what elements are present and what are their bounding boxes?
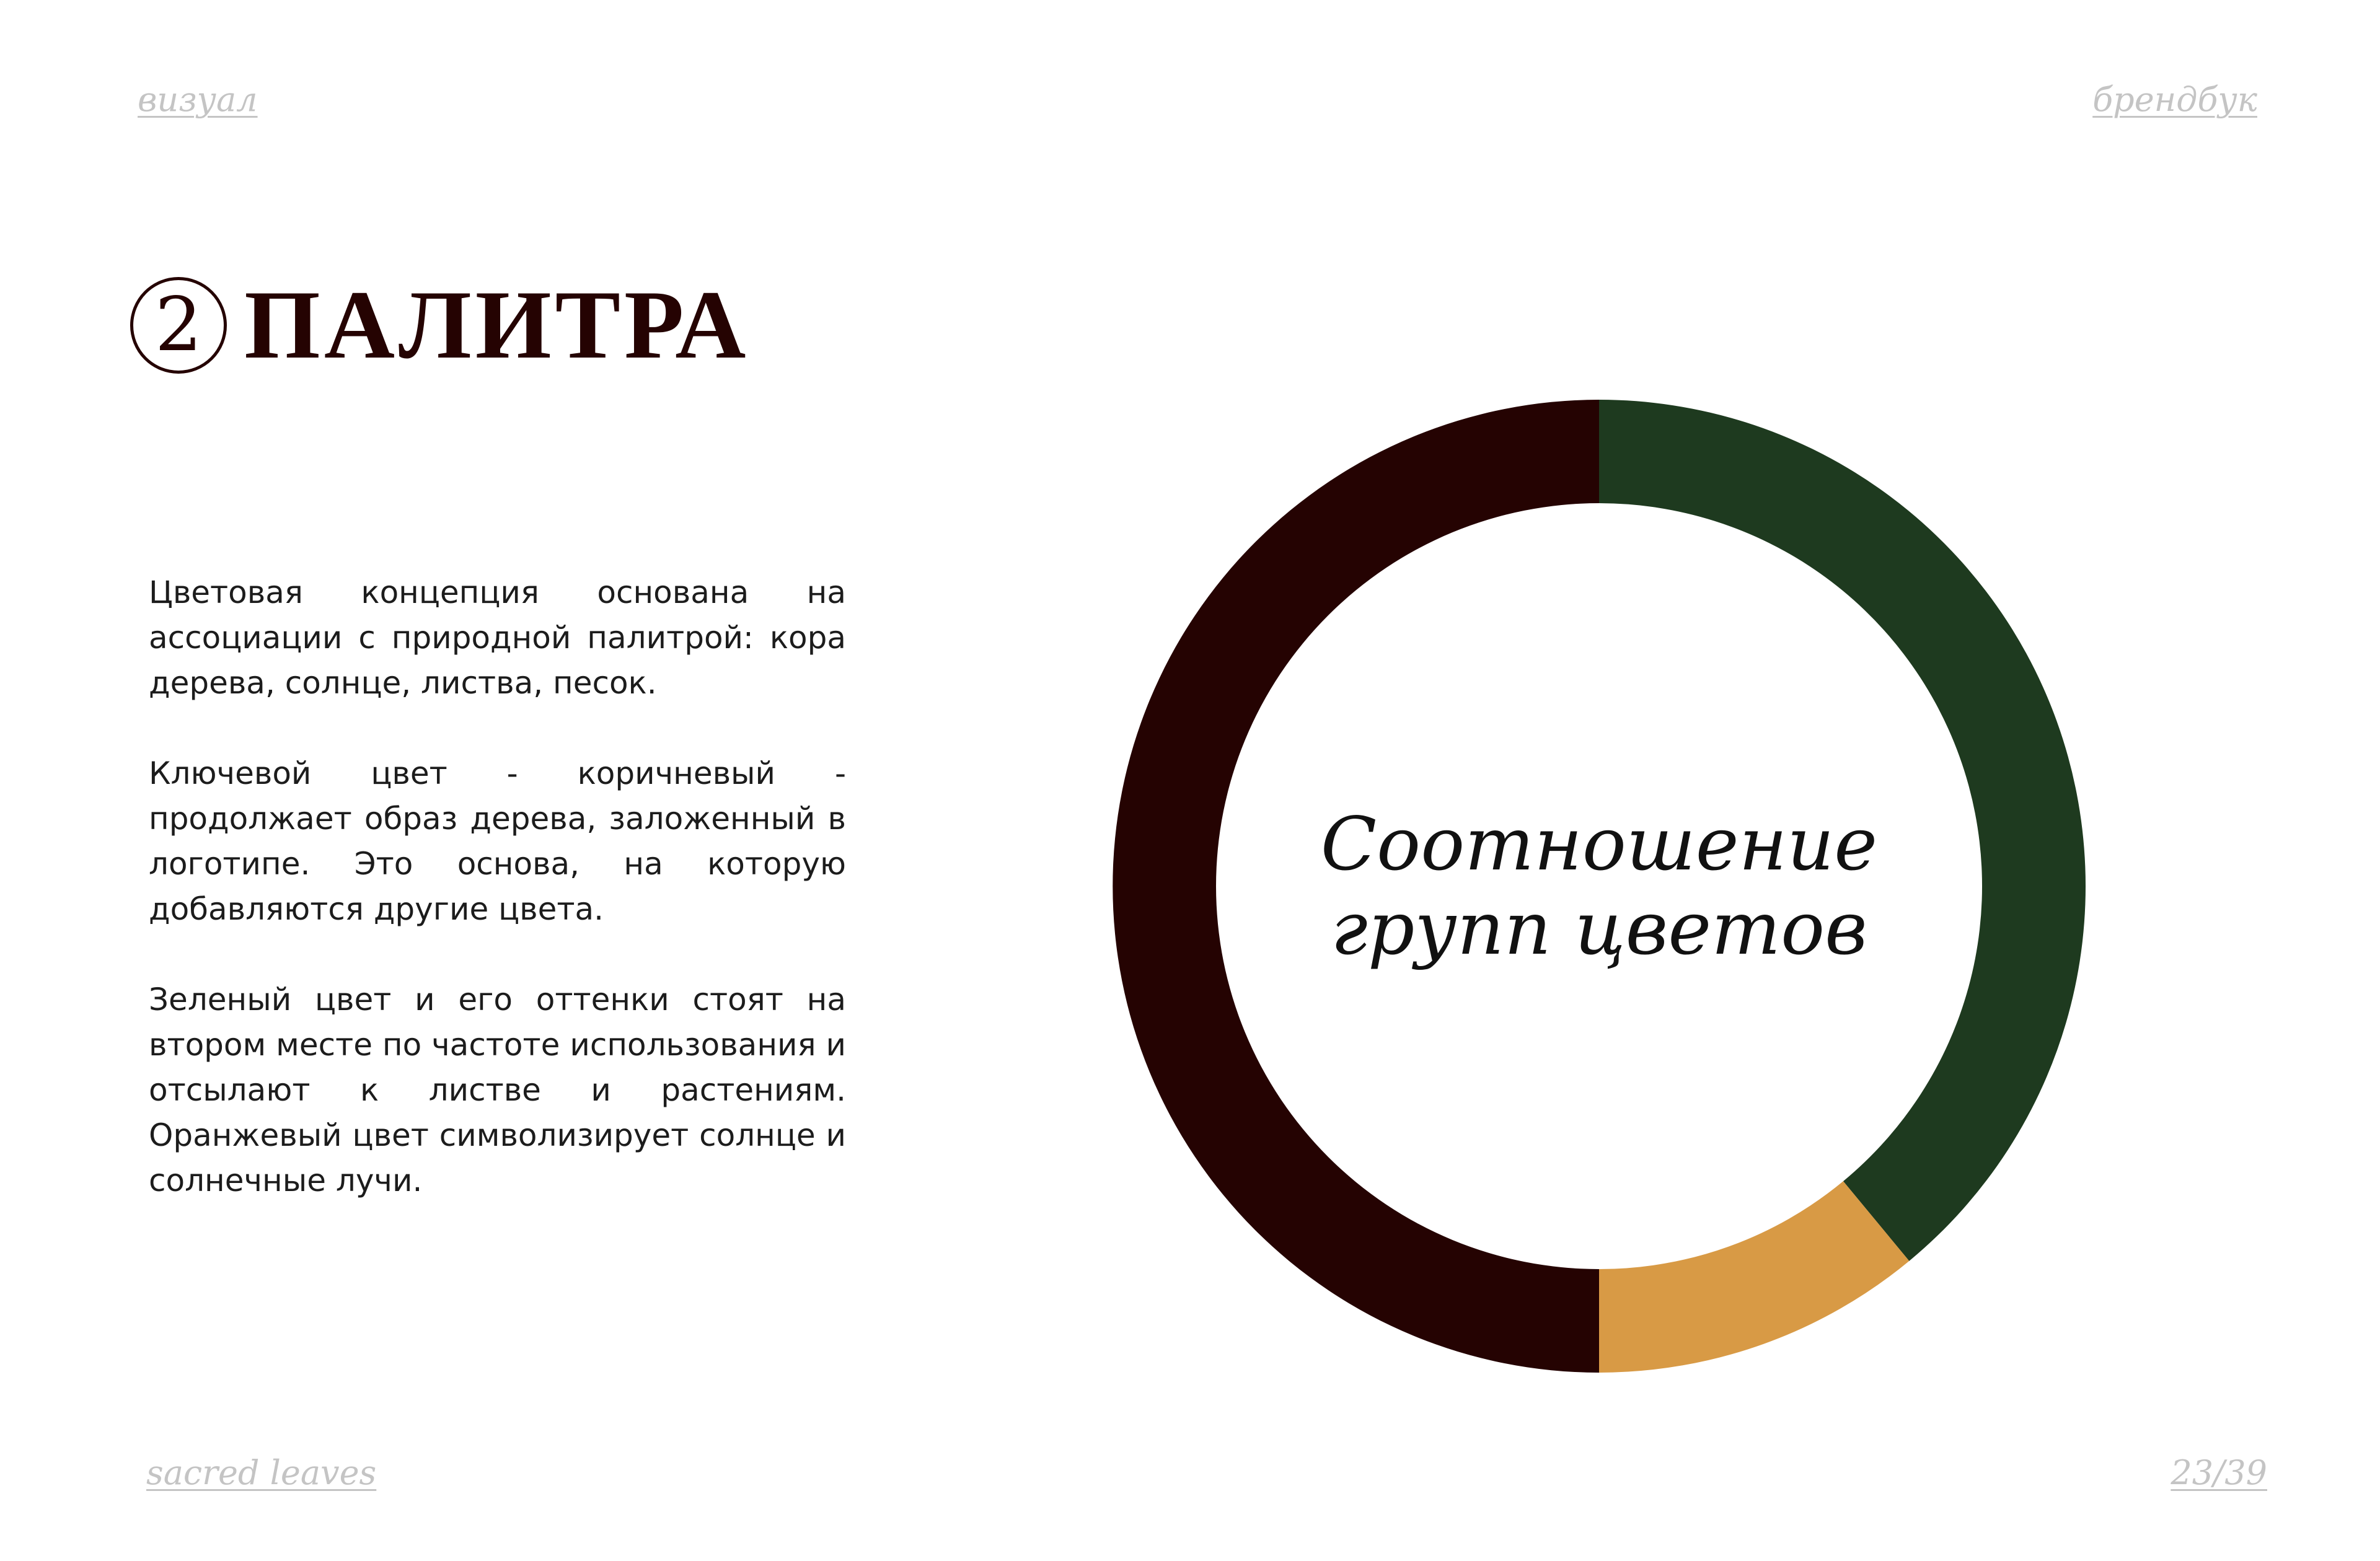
paragraph-key-color: Ключевой цвет - коричневый - продолжает образ дерева, заложенный в логотипе. Это основа, на которую добавляются другие цвета. — [149, 755, 846, 927]
paragraph-concept: Цветовая концепция основана на ассоциации с природной палитрой: кора дерева, солнце, листва, песок. — [149, 574, 846, 701]
section-header — [130, 273, 749, 378]
description-text — [149, 570, 846, 1249]
paragraph-green-orange: Зеленый цвет и его оттенки стоят на втором месте по частоте использования и отсылают к листве и растениям. Оранжевый цвет символизирует солнце и солнечные лучи. — [149, 982, 846, 1198]
section-number-badge: 2 — [130, 277, 227, 374]
page-title: ПАЛИТРА — [244, 271, 750, 379]
donut-center-label — [1109, 397, 2089, 1376]
donut-title-line-2: групп цветов — [1331, 886, 1867, 971]
color-ratio-donut-chart — [1109, 397, 2089, 1376]
page-number: 23/39 — [2171, 1453, 2267, 1492]
brand-name-footer: sacred leaves — [146, 1453, 377, 1492]
donut-title-line-1: Соотношение — [1320, 801, 1878, 887]
section-link-visual[interactable]: визуал — [138, 80, 258, 119]
brandbook-link[interactable]: брендбук — [2092, 80, 2257, 119]
